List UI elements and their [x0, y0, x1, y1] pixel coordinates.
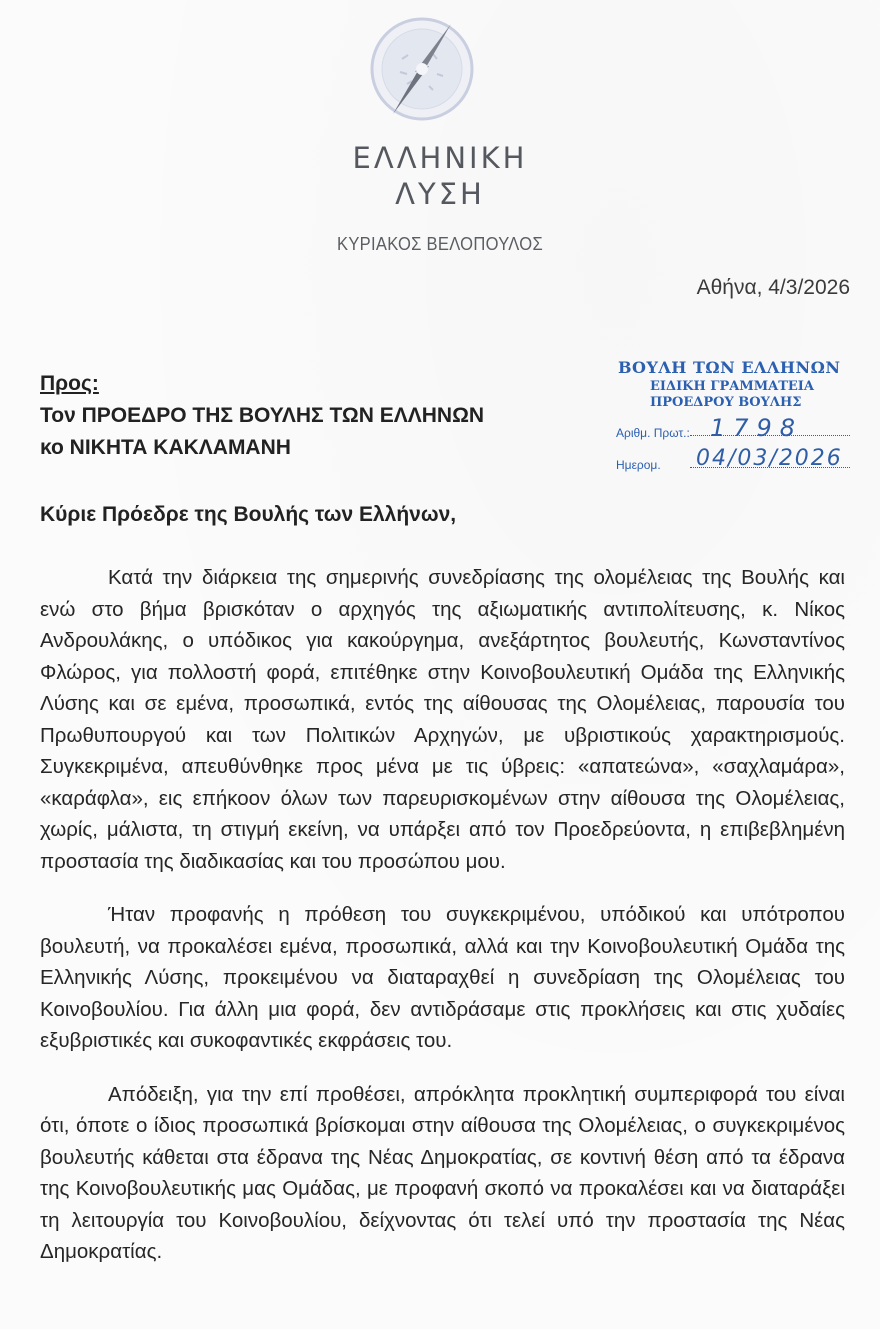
parliament-stamp — [600, 358, 870, 474]
body-paragraph-3: Απόδειξη, για την επί προθέσει, απρόκλητα προκλητική συμπεριφορά του είναι ότι, όποτε ο ίδιος προσωπικά βρίσκομαι στην αίθουσα της Ολομέλειας, ο συγκεκριμένος βουλευτής κάθεται στα έδρανα της Νέας Δημοκρατίας, σε κοντινή θέση από τα έδρανα της Κοινοβουλευτικής μας Ομάδας, με προφανή σκοπό να προκαλέσει και να διαταράξει τη λειτουργία του Κοινοβουλίου, δείχνοντας ότι τελεί υπό την προστασία της Νέας Δημοκρατίας. — [40, 1082, 845, 1263]
body-paragraph-1: Κατά την διάρκεια της σημερινής συνεδρίασης της ολομέλειας της Βουλής και ενώ στο βήμα βρισκόταν ο αρχηγός της αξιωματικής αντιπολίτευσης, κ. Νίκος Ανδρουλάκης, ο υπόδικος για κακούργημα, ανεξάρτητος βουλευτής, Κωνσταντίνος Φλώρος, για πολλοστή φορά, επιτέθηκε στην Κοινοβουλευτική Ομάδα της Ελληνικής Λύσης και σε εμένα, προσωπικά, εντός της αίθουσας της Ολομέλειας, παρουσία του Πρωθυπουργού και των Πολιτικών Αρχηγών, με υβριστικούς χαρακτηρισμούς. Συγκεκριμένα, απευθύνθηκε προς μένα με τις ύβρεις: «απατεώνα», «σαχλαμάρα», «καράφλα», εις επήκοον όλων των παρευρισκομένων στην αίθουσα της Ολομέλειας, χωρίς, μάλιστα, τη στιγμή εκείνη, να υπάρξει από τον Προεδρεύοντα, η επιβεβλημένη προστασία της διαδικασίας και του προσώπου μου. — [40, 566, 845, 873]
stamp-date-row — [600, 446, 870, 474]
recipient-block — [40, 368, 484, 464]
stamp-protocol-row — [600, 414, 870, 442]
party-name-line1: ΕΛΛΗΝΙΚΗ — [352, 141, 528, 175]
recipient-line2: κο ΝΙΚΗΤΑ ΚΑΚΛΑΜΑΝΗ — [40, 436, 291, 459]
party-name — [300, 140, 580, 212]
recipient-label: Προς: — [40, 372, 99, 395]
author-name: ΚΥΡΙΑΚΟΣ ΒΕΛΟΠΟΥΛΟΣ — [337, 234, 543, 254]
salutation: Κύριε Πρόεδρε της Βουλής των Ελλήνων, — [40, 503, 457, 526]
stamp-line3: ΠΡΟΕΔΡΟΥ ΒΟΥΛΗΣ — [650, 395, 802, 410]
party-name-line2: ΛΥΣΗ — [395, 177, 485, 211]
stamp-date-label: Ημερομ. — [616, 458, 661, 472]
letter-body — [40, 562, 845, 1290]
body-paragraph-2: Ήταν προφανής η πρόθεση του συγκεκριμένου, υπόδικού και υπότροπου βουλευτή, να προκαλέσει εμένα, προσωπικά, αλλά και την Κοινοβουλευτική Ομάδα της Ελληνικής Λύσης, προκειμένου να διαταραχθεί η συνεδρίαση της Ολομέλειας του Κοινοβουλίου. Για άλλη μια φορά, δεν αντιδράσαμε στις προκλήσεις και στις χυδαίες εξυβριστικές και συκοφαντικές εκφράσεις του. — [40, 903, 845, 1052]
stamp-line2: ΕΙΔΙΚΗ ΓΡΑΜΜΑΤΕΙΑ — [650, 379, 814, 394]
party-logo-icon — [367, 14, 477, 124]
stamp-line1: ΒΟΥΛΗ ΤΩΝ ΕΛΛΗΝΩΝ — [618, 358, 841, 377]
protocol-number: 1798 — [710, 414, 804, 442]
recipient-line1: Τον ΠΡΟΕΔΡΟ ΤΗΣ ΒΟΥΛΗΣ ΤΩΝ ΕΛΛΗΝΩΝ — [40, 404, 485, 427]
protocol-label: Αριθμ. Πρωτ.: — [616, 426, 690, 440]
stamp-date-value: 04/03/2026 — [696, 446, 843, 471]
date-line: Αθήνα, 4/3/2026 — [696, 276, 850, 299]
